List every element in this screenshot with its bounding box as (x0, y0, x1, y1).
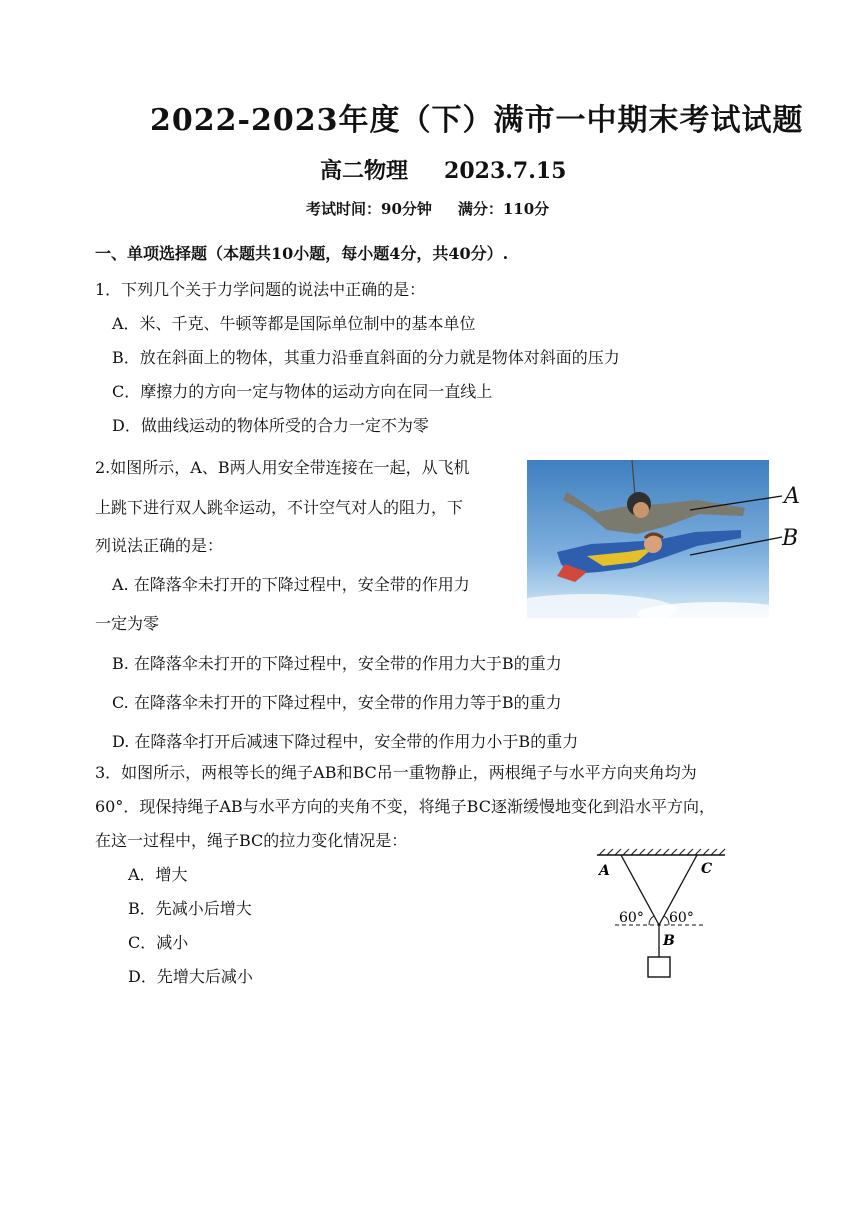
question-1-option-d: D．做曲线运动的物体所受的合力一定不为零 (112, 416, 429, 435)
exam-date: 2023.7.15 (444, 158, 567, 184)
question-1-option-a: A．米、千克、牛顿等都是国际单位制中的基本单位 (112, 314, 476, 333)
photo-label-b: B (782, 526, 799, 551)
question-2-option-c: C. 在降落伞未打开的下降过程中，安全带的作用力等于B的重力 (112, 693, 562, 712)
diagram-angle-right: 60° (669, 910, 694, 926)
exam-full-score: 满分：110分 (457, 200, 550, 218)
subject: 高二物理 (320, 158, 409, 184)
question-2-stem-line-3: 列说法正确的是： (95, 536, 224, 555)
exam-title: 2022-2023年度（下）满市一中期末考试试题 (150, 103, 804, 138)
question-3-stem-line-1: 3．如图所示，两根等长的绳子AB和BC吊一重物静止，两根绳子与水平方向夹角均为 (95, 763, 697, 782)
section-title: 一、单项选择题（本题共10小题，每小题4分，共40分）. (95, 244, 509, 263)
photo-label-a: A (784, 484, 800, 509)
question-1-stem: 1．下列几个关于力学问题的说法中正确的是： (95, 280, 426, 299)
diagram-label-a: A (599, 863, 610, 879)
question-3-option-b: B．先减小后增大 (128, 899, 252, 918)
diagram-label-c: C (701, 861, 713, 877)
photo-pointer-lines (690, 480, 790, 560)
exam-meta (306, 202, 549, 217)
question-2-option-a-line-2: 一定为零 (95, 614, 160, 633)
question-3-stem-line-2: 60°．现保持绳子AB与水平方向的夹角不变，将绳子BC逐渐缓慢地变化到沿水平方向， (95, 797, 715, 816)
diagram-angle-left: 60° (619, 910, 644, 926)
diagram-label-b: B (663, 933, 675, 949)
question-2-option-b: B. 在降落伞未打开的下降过程中，安全带的作用力大于B的重力 (112, 654, 562, 673)
question-3-option-d: D．先增大后减小 (128, 967, 253, 986)
exam-subtitle (320, 160, 567, 182)
rope-diagram (593, 845, 733, 980)
question-3-stem-line-3: 在这一过程中，绳子BC的拉力变化情况是： (95, 831, 408, 850)
question-2-stem-line-2: 上跳下进行双人跳伞运动，不计空气对人的阻力，下 (95, 498, 464, 517)
question-2-option-a-line-1: A. 在降落伞未打开的下降过程中，安全带的作用力 (112, 575, 470, 594)
question-3-option-a: A．增大 (128, 865, 188, 884)
exam-duration: 考试时间：90分钟 (306, 200, 432, 218)
question-1-option-c: C．摩擦力的方向一定与物体的运动方向在同一直线上 (112, 382, 493, 401)
question-2-option-d: D. 在降落伞打开后减速下降过程中，安全带的作用力小于B的重力 (112, 732, 579, 751)
question-1-option-b: B．放在斜面上的物体，其重力沿垂直斜面的分力就是物体对斜面的压力 (112, 348, 620, 367)
question-2-stem-line-1: 2.如图所示，A、B两人用安全带连接在一起，从飞机 (95, 458, 470, 477)
question-3-option-c: C．减小 (128, 933, 189, 952)
